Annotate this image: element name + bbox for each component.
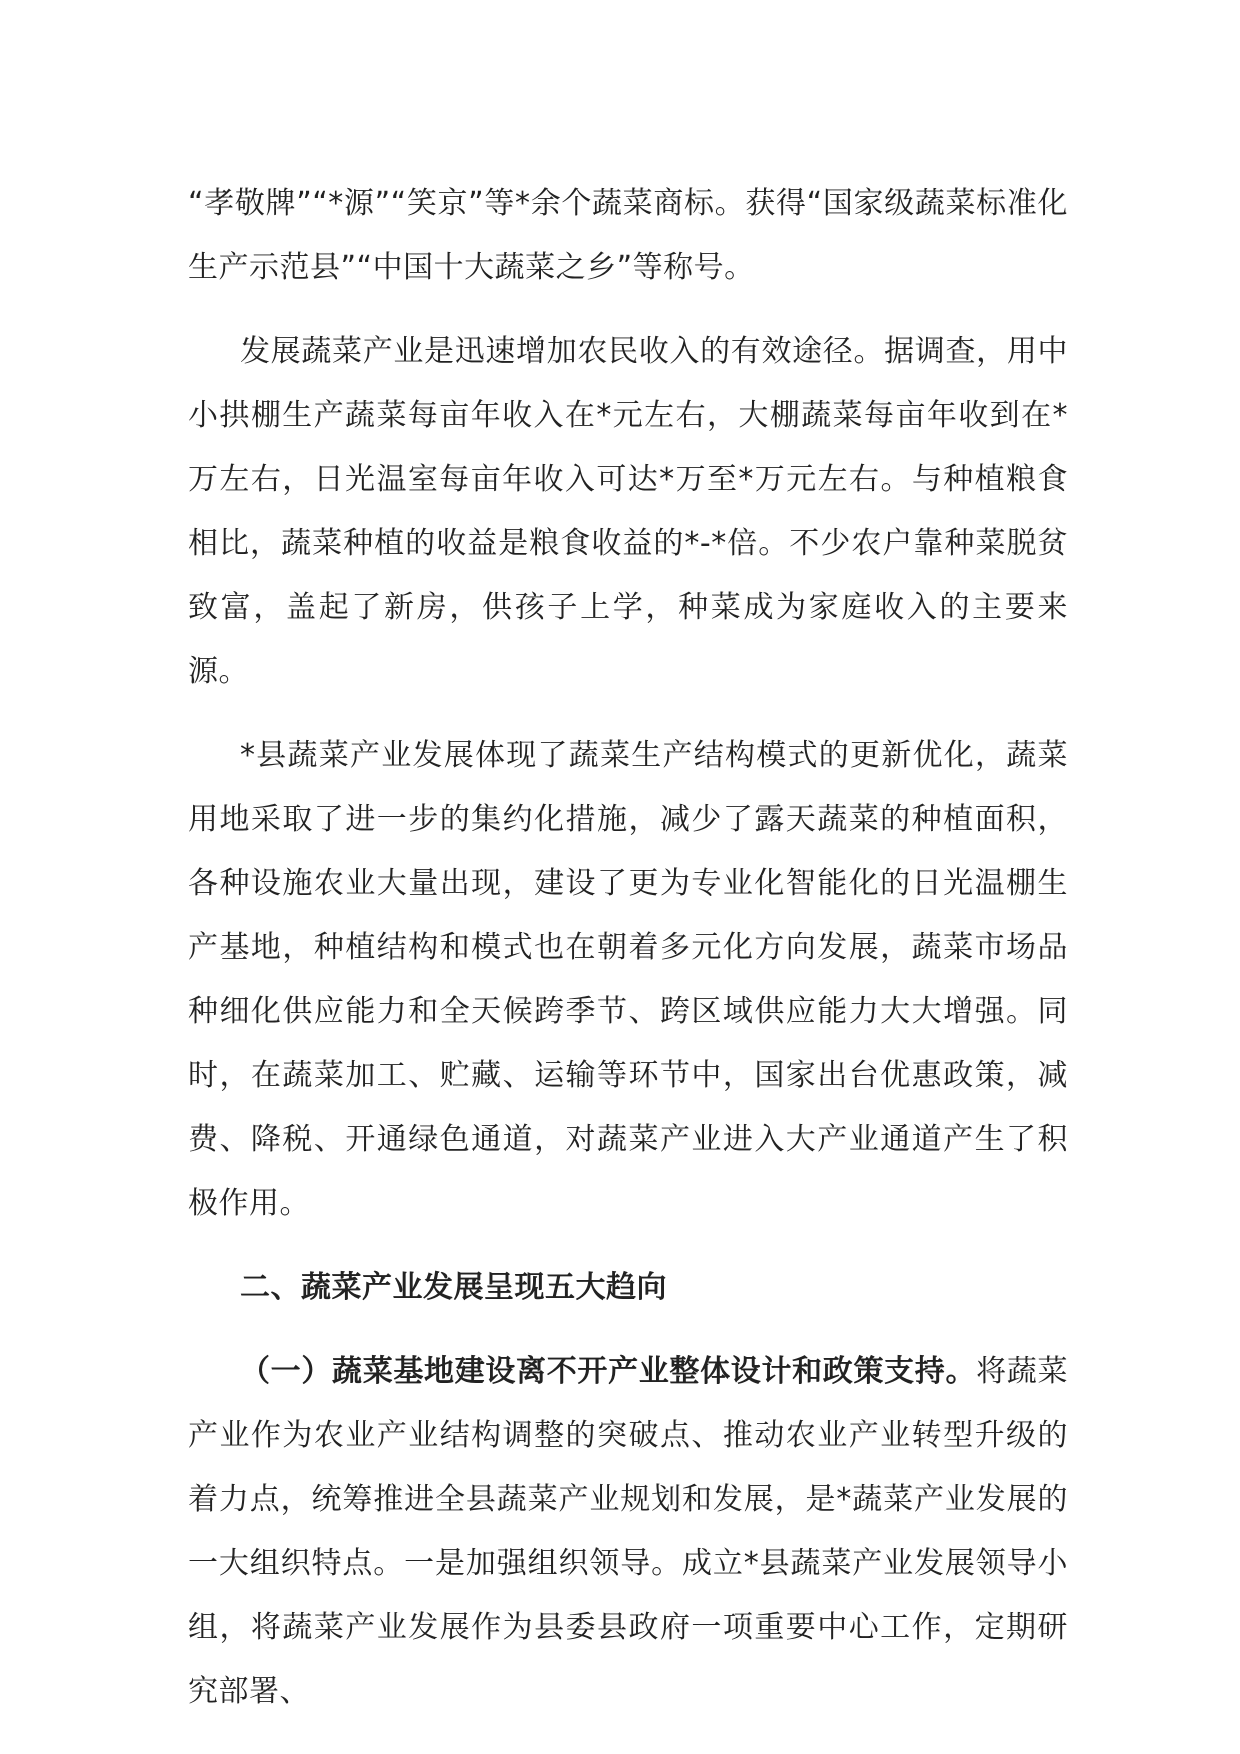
- paragraph-trademarks: “孝敬牌”“*源”“笑京”等*余个蔬菜商标。获得“国家级蔬菜标准化生产示范县”“中国十大蔬菜之乡”等称号。: [188, 186, 1068, 285]
- paragraph-subsection-one: [188, 1340, 1068, 1724]
- subsection-lead: （一）蔬菜基地建设离不开产业整体设计和政策支持。: [240, 1354, 977, 1389]
- section-heading: 二、蔬菜产业发展呈现五大趋向: [240, 1270, 667, 1305]
- paragraph-structure: *县蔬菜产业发展体现了蔬菜生产结构模式的更新优化，蔬菜用地采取了进一步的集约化措施，减少了露天蔬菜的种植面积，各种设施农业大量出现，建设了更为专业化智能化的日光温棚生产基地，种植结构和模式也在朝着多元化方向发展，蔬菜市场品种细化供应能力和全天候跨季节、跨区域供应能力大大增强。同时，在蔬菜加工、贮藏、运输等环节中，国家出台优惠政策，减费、降税、开通绿色通道，对蔬菜产业进入大产业通道产生了积极作用。: [188, 738, 1068, 1221]
- document-body: [188, 172, 1068, 1744]
- paragraph-income: 发展蔬菜产业是迅速增加农民收入的有效途径。据调查，用中小拱棚生产蔬菜每亩年收入在*元左右，大棚蔬菜每亩年收到在*万左右，日光温室每亩年收入可达*万至*万元左右。与种植粮食相比，蔬菜种植的收益是粮食收益的*-*倍。不少农户靠种菜脱贫致富，盖起了新房，供孩子上学，种菜成为家庭收入的主要来源。: [188, 334, 1068, 689]
- subsection-text: 将蔬菜产业作为农业产业结构调整的突破点、推动农业产业转型升级的着力点，统筹推进全县蔬菜产业规划和发展，是*蔬菜产业发展的一大组织特点。一是加强组织领导。成立*县蔬菜产业发展领导小组，将蔬菜产业发展作为县委县政府一项重要中心工作，定期研究部署、: [188, 1354, 1069, 1709]
